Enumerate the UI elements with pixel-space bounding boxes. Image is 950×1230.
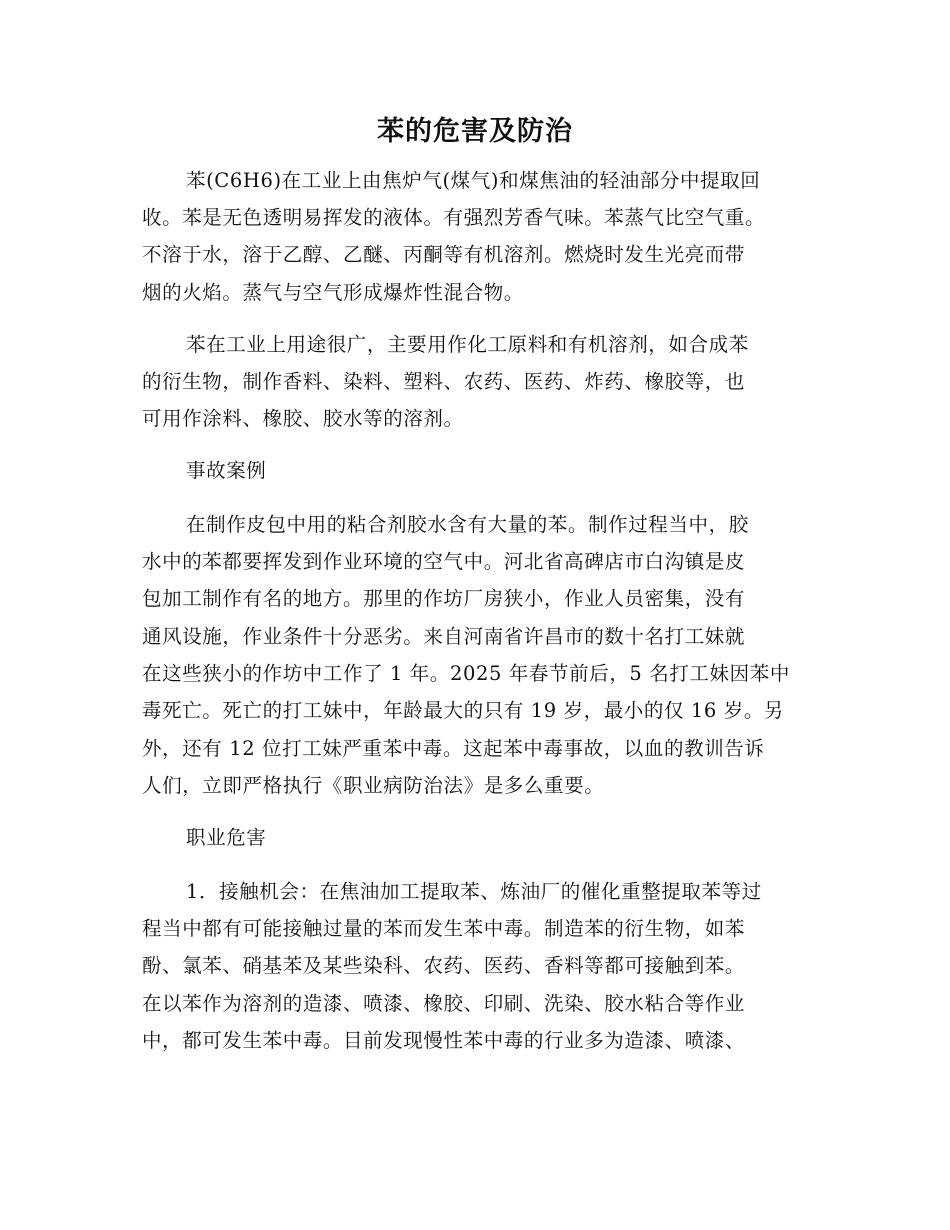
paragraph-line: 外，还有 12 位打工妹严重苯中毒。这起苯中毒事故，以血的教训告诉 <box>142 737 765 760</box>
paragraph-line: 在制作皮包中用的粘合剂胶水含有大量的苯。制作过程当中，胶 <box>186 513 749 536</box>
paragraph-line: 不溶于水，溶于乙醇、乙醚、丙酮等有机溶剂。燃烧时发生光亮而带 <box>142 243 746 266</box>
paragraph-line: 1．接触机会：在焦油加工提取苯、炼油厂的催化重整提取苯等过 <box>186 880 762 903</box>
paragraph-line: 苯在工业上用途很广，主要用作化工原料和有机溶剂，如合成苯 <box>186 333 749 356</box>
paragraph-line: 收。苯是无色透明易挥发的液体。有强烈芳香气味。苯蒸气比空气重。 <box>142 206 766 229</box>
paragraph-line: 水中的苯都要挥发到作业环境的空气中。河北省高碑店市白沟镇是皮 <box>142 550 746 573</box>
section-heading: 事故案例 <box>186 459 267 482</box>
paragraph-line: 的衍生物，制作香料、染料、塑料、农药、医药、炸药、橡胶等，也 <box>142 370 746 393</box>
paragraph-line: 在这些狭小的作坊中工作了 1 年。2025 年春节前后，5 名打工妹因苯中 <box>142 662 790 685</box>
section-heading: 职业危害 <box>186 826 267 849</box>
paragraph-line: 程当中都有可能接触过量的苯而发生苯中毒。制造苯的衍生物，如苯 <box>142 917 746 940</box>
document-title: 苯的危害及防治 <box>377 116 573 147</box>
paragraph-line: 酚、氯苯、硝基苯及某些染科、农药、医药、香料等都可接触到苯。 <box>142 954 746 977</box>
paragraph-line: 通风设施，作业条件十分恶劣。来自河南省许昌市的数十名打工妹就 <box>142 625 746 648</box>
paragraph-line: 包加工制作有名的地方。那里的作坊厂房狭小，作业人员密集，没有 <box>142 587 746 610</box>
paragraph-line: 毒死亡。死亡的打工妹中，年龄最大的只有 19 岁，最小的仅 16 岁。另 <box>142 699 785 722</box>
paragraph-line: 中，都可发生苯中毒。目前发现慢性苯中毒的行业多为造漆、喷漆、 <box>142 1029 746 1052</box>
paragraph-line: 烟的火焰。蒸气与空气形成爆炸性混合物。 <box>142 281 524 304</box>
paragraph-line: 人们，立即严格执行《职业病防治法》是多么重要。 <box>142 774 605 797</box>
paragraph-line: 苯(C6H6)在工业上由焦炉气(煤气)和煤焦油的轻油部分中提取回 <box>186 169 761 192</box>
paragraph-line: 可用作涂料、橡胶、胶水等的溶剂。 <box>142 407 464 430</box>
paragraph-line: 在以苯作为溶剂的造漆、喷漆、橡胶、印刷、洗染、胶水粘合等作业 <box>142 992 746 1015</box>
